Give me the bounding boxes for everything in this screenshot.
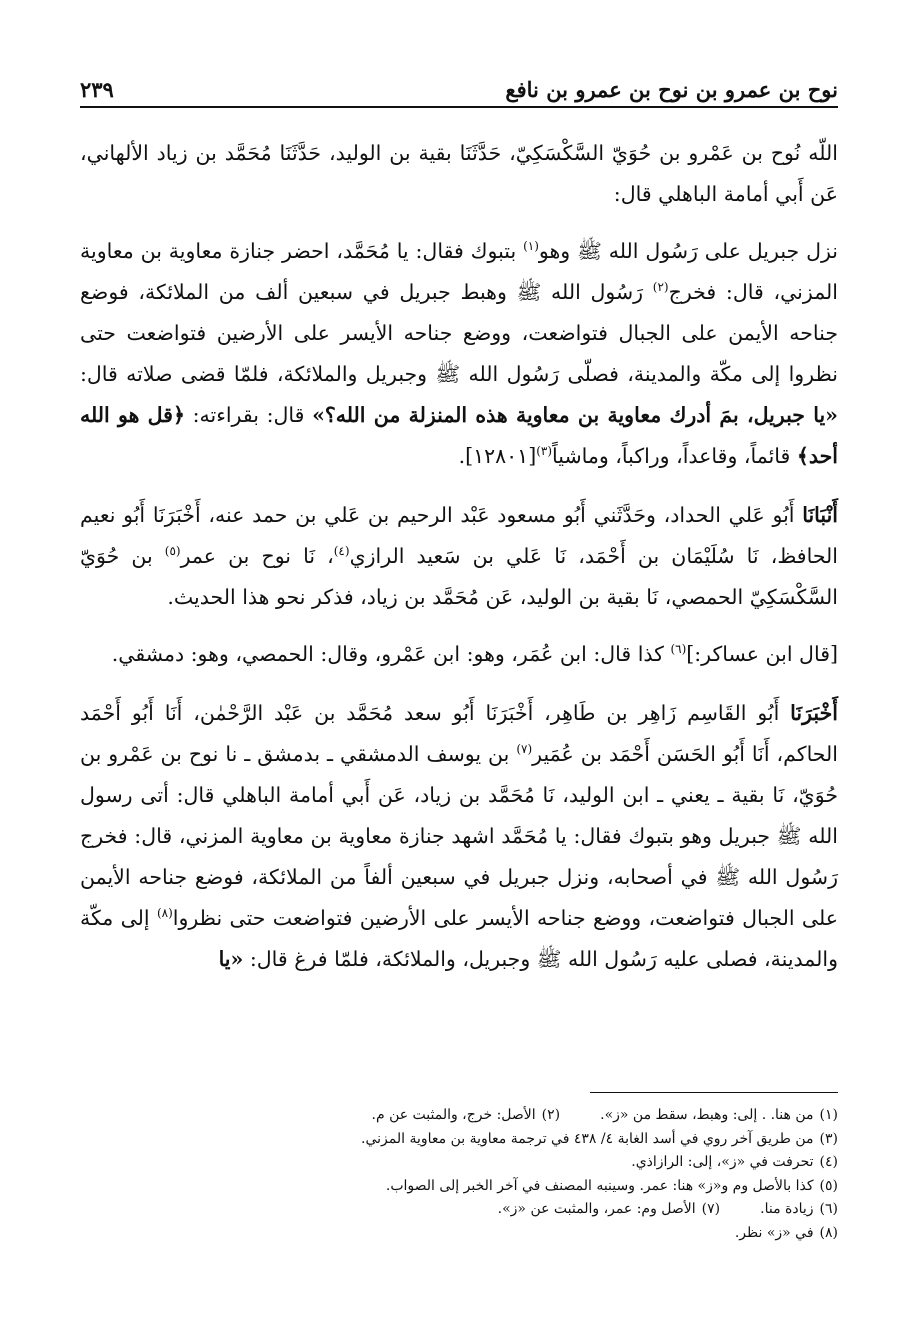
text-run: إلى مكّة والمدينة، فصلى عليه رَسُول الله ﷺ وجبريل، والملائكة، فلمّا فرغ قال: [80, 906, 838, 971]
footnote-marker: (٢) [652, 280, 669, 295]
footnotes [80, 1104, 838, 1245]
footnote [760, 1198, 838, 1222]
bold-text: ﴿قل هو الله أحد﴾ [80, 403, 838, 468]
main-text [80, 133, 838, 980]
text-run: اللّه نُوح بن عَمْرو بن حُوَيّ السَّكْسَكِيّ، حَدَّثَنَا بقية بن الوليد، حَدَّثَنَا مُحَمَّد بن زياد الألهاني، عَن أَبي أمامة الباهلي قال: [80, 141, 838, 206]
footnote-text: زيادة منا. [760, 1201, 814, 1217]
footnote [372, 1104, 561, 1128]
text-run: بن حُوَيّ السَّكْسَكِيّ الحمصي، نَا بقية بن الوليد، عَن مُحَمَّد بن زياد، فذكر نحو هذا الحديث. [80, 544, 838, 609]
text-run: نزل جبريل على رَسُول الله ﷺ وهو [538, 239, 838, 263]
bold-text: أَنْبَانَا [802, 503, 838, 527]
text-run: [١٢٨٠١]. [458, 444, 537, 468]
paragraph-1 [80, 133, 838, 215]
text-run: بن يوسف الدمشقي ـ بدمشق ـ نا نوح بن عَمْرو بن حُوَيّ، نَا بقية ـ يعني ـ ابن الوليد، نَا مُحَمَّد بن زياد، عَن أَبي أمامة الباهلي قال: أتى رسول الله ﷺ جبريل وهو بتبوك فقال: يا مُحَمَّد اشهد جنازة معاوية بن معاوية المزني، قال: فخرج رَسُول الله ﷺ في أصحابه، ونزل جبريل في سبعين ألفاً من الملائكة، فوضع جناحه الأيمن على الجبال فتواضعت، ووضع جناحه الأيسر على الأرضين فتواضعت حتى نظروا [80, 742, 838, 930]
text-run: بتبوك فقال: يا مُحَمَّد، احضر جنازة معاوية بن معاوية المزني، قال: فخرج [80, 239, 838, 304]
footnote-separator [590, 1092, 838, 1093]
footnote-number: (٢) [541, 1107, 561, 1123]
header-title: نوح بن عمرو بن نوح بن عمرو بن نافع [505, 77, 838, 102]
footnote-line [80, 1198, 838, 1222]
text-run: قال: بقراءته: [184, 403, 313, 427]
footnote-text: في «ز» نظر. [734, 1224, 814, 1241]
footnote [361, 1128, 838, 1152]
footnote [735, 1222, 838, 1246]
text-run: أَبُو عَلي الحداد، وحَدَّثَني أَبُو مسعود عَبْد الرحيم بن عَلي بن حمد عنه، أَخْبَرَنَا أَبُو نعيم الحافظ، نَا سُلَيْمَان بن أَحْمَد، نَا عَلي بن سَعيد الرازي [80, 503, 838, 568]
paragraph-4 [80, 634, 838, 675]
footnote [600, 1104, 838, 1128]
footnote-marker: (٨) [156, 906, 173, 921]
footnote-text: تحرفت في «ز»، إلى: الرازاذي. [631, 1154, 814, 1170]
paragraph-5 [80, 693, 838, 980]
page-number: ٢٣٩ [80, 77, 114, 102]
footnote-line [80, 1128, 838, 1152]
footnote-number: (٣) [819, 1130, 838, 1147]
footnote-number: (٤) [819, 1154, 838, 1170]
footnote-number: (١) [819, 1107, 838, 1123]
text-run: كذا قال: ابن عُمَر، وهو: ابن عَمْرو، وقال: الحمصي، وهو: دمشقي. [111, 642, 671, 666]
text-run: ، نَا نوح بن عمر [180, 544, 334, 568]
footnote-line [80, 1222, 838, 1246]
footnote-number: (٧) [701, 1201, 721, 1217]
footnote-number: (٦) [819, 1201, 838, 1217]
paragraph-3 [80, 495, 838, 618]
footnote [498, 1198, 720, 1222]
text-run: أَبُو القَاسِم زَاهِر بن طَاهِر، أَخْبَرَنَا أَبُو سعد مُحَمَّد بن عَبْد الرَّحْمٰن، أَنَا أَبُو أَحْمَد الحاكم، أَنَا أَبُو الحَسَن أَحْمَد بن عُمَير [80, 701, 838, 766]
footnote-number: (٥) [819, 1177, 838, 1194]
footnote-line [80, 1151, 838, 1175]
footnote-text: الأصل: خرج، والمثبت عن م. [371, 1107, 536, 1123]
footnote-text: كذا بالأصل وم و«ز» هنا: عمر. وسينبه المصنف في آخر الخبر إلى الصواب. [385, 1177, 814, 1194]
footnote-marker: (٧) [516, 742, 533, 757]
footnote [386, 1175, 838, 1199]
footnote-marker: (٣) [536, 444, 553, 459]
bold-text: «يا جبريل، بمَ أدرك معاوية بن معاوية هذه المنزلة من الله؟» [312, 403, 838, 427]
paragraph-2 [80, 231, 838, 477]
footnote-marker: (٦) [670, 642, 687, 657]
running-header [80, 66, 838, 108]
footnote-marker: (٥) [164, 544, 181, 559]
text-run: قائماً، وقاعداً، وراكباً، وماشياً [552, 444, 797, 468]
text-run: [قال ابن عساكر:] [686, 642, 838, 666]
footnote [631, 1151, 838, 1175]
text-run: رَسُول الله ﷺ وهبط جبريل في سبعين ألف من الملائكة، فوضع جناحه الأيمن على الجبال فتواضعت، ووضع جناحه الأيسر على الأرضين فتواضعت حتى نظروا إلى مكّة والمدينة، فصلّى رَسُول الله ﷺ وجبريل والملائكة، فلمّا قضى صلاته قال: [80, 280, 838, 386]
footnote-number: (٨) [819, 1224, 838, 1241]
bold-text: «يا [218, 947, 244, 971]
footnote-text: من طريق آخر روي في أسد الغابة ٤/ ٤٣٨ في ترجمة معاوية بن معاوية المزني. [361, 1130, 814, 1147]
footnote-line [80, 1175, 838, 1199]
bold-text: أَخْبَرَنَا [790, 701, 838, 725]
footnote-marker: (٤) [333, 544, 350, 559]
footnote-text: الأصل وم: عمر، والمثبت عن «ز». [497, 1201, 696, 1217]
footnote-text: من هنا. . إلى: وهبط، سقط من «ز». [600, 1107, 814, 1123]
footnote-marker: (١) [523, 239, 539, 254]
footnote-line [80, 1104, 838, 1128]
